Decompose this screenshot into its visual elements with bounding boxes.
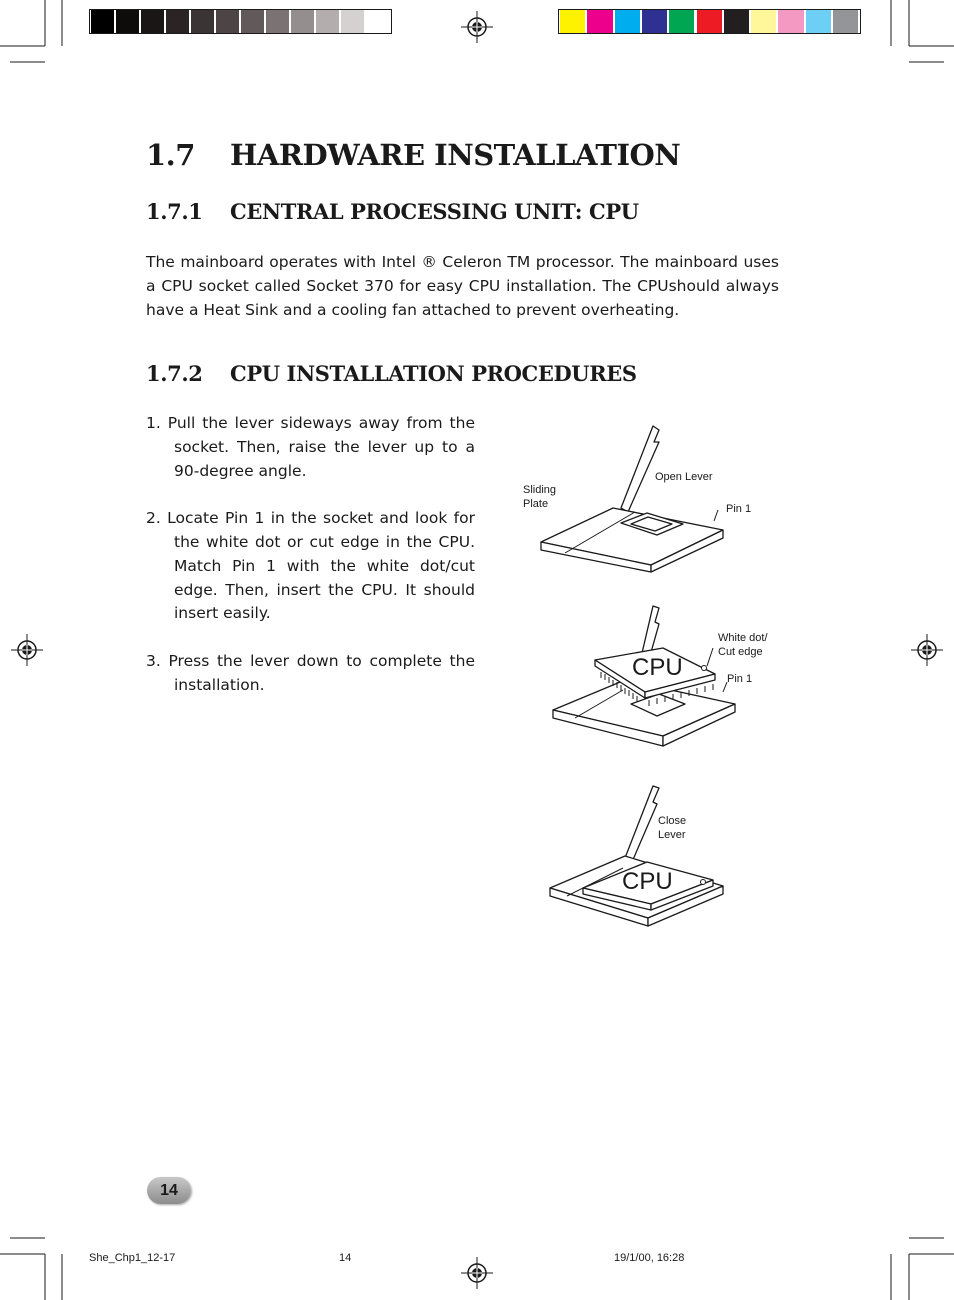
step-item: 1. Pull the lever sideways away from the socket. Then, raise the lever up to a 90-degree angle. <box>146 414 475 480</box>
section-title: CPU INSTALLATION PROCEDURES <box>230 361 637 386</box>
color-swatch <box>806 10 831 33</box>
registration-mark-top <box>461 11 493 43</box>
registration-mark-bottom <box>461 1257 493 1289</box>
installation-steps <box>146 412 475 721</box>
label-pin1: Pin 1 <box>726 503 752 515</box>
step-item: 3. Press the lever down to complete the installation. <box>146 651 475 694</box>
section-title: CENTRAL PROCESSING UNIT: CPU <box>230 199 639 224</box>
color-swatch <box>141 10 164 33</box>
color-swatch <box>291 10 314 33</box>
color-swatch <box>241 10 264 33</box>
label-white-dot: White dot/ Cut edge <box>718 632 768 658</box>
color-swatch <box>833 10 858 33</box>
section-number: 1.7.1 <box>146 199 203 224</box>
step-item: 2. Locate Pin 1 in the socket and look for the white dot or cut edge in the CPU. Match Pin 1 with the white dot/cut edge. Then, insert the CPU. It should insert easily. <box>146 509 475 623</box>
color-swatch <box>751 10 776 33</box>
page-title-number: 1.7 <box>146 138 195 172</box>
color-swatch <box>778 10 803 33</box>
page-title <box>146 138 680 172</box>
footer-page: 14 <box>339 1252 352 1264</box>
color-swatch <box>724 10 749 33</box>
footer-date: 19/1/00, 16:28 <box>614 1252 685 1264</box>
page-title-text: HARDWARE INSTALLATION <box>230 138 681 172</box>
cpu-chip-label: CPU <box>632 654 683 681</box>
label-sliding-plate: Sliding Plate <box>523 484 557 510</box>
diagram-open-lever <box>535 420 745 580</box>
intro-paragraph: The mainboard operates with Intel ® Celeron TM processor. The mainboard uses a CPU socket called Socket 370 for easy CPU installation. The CPUshould always have a Heat Sink and a cooling fan attached to prevent overheating. <box>146 253 779 319</box>
label-close-lever: Close Lever <box>658 815 687 841</box>
color-swatch <box>341 10 364 33</box>
color-swatch <box>116 10 139 33</box>
diagram-close-lever <box>545 778 735 928</box>
color-swatch <box>669 10 694 33</box>
color-swatch <box>91 10 114 33</box>
label-open-lever: Open Lever <box>655 471 713 483</box>
color-swatch <box>191 10 214 33</box>
color-swatch <box>316 10 339 33</box>
color-swatch <box>216 10 239 33</box>
label-pin1: Pin 1 <box>727 673 753 685</box>
section-number: 1.7.2 <box>146 361 203 386</box>
color-swatch <box>560 10 585 33</box>
color-swatch <box>166 10 189 33</box>
color-swatch <box>366 10 389 33</box>
registration-mark-left <box>11 634 43 666</box>
footer-filename: She_Chp1_12-17 <box>89 1252 176 1264</box>
color-swatch <box>642 10 667 33</box>
section-heading-cpu <box>146 199 639 224</box>
cpu-chip-label: CPU <box>622 868 673 895</box>
page-number-badge: 14 <box>147 1177 191 1204</box>
registration-mark-right <box>911 634 943 666</box>
section-heading-procedures <box>146 361 637 386</box>
color-swatch <box>587 10 612 33</box>
color-swatch <box>697 10 722 33</box>
color-swatch <box>615 10 640 33</box>
color-swatch <box>266 10 289 33</box>
